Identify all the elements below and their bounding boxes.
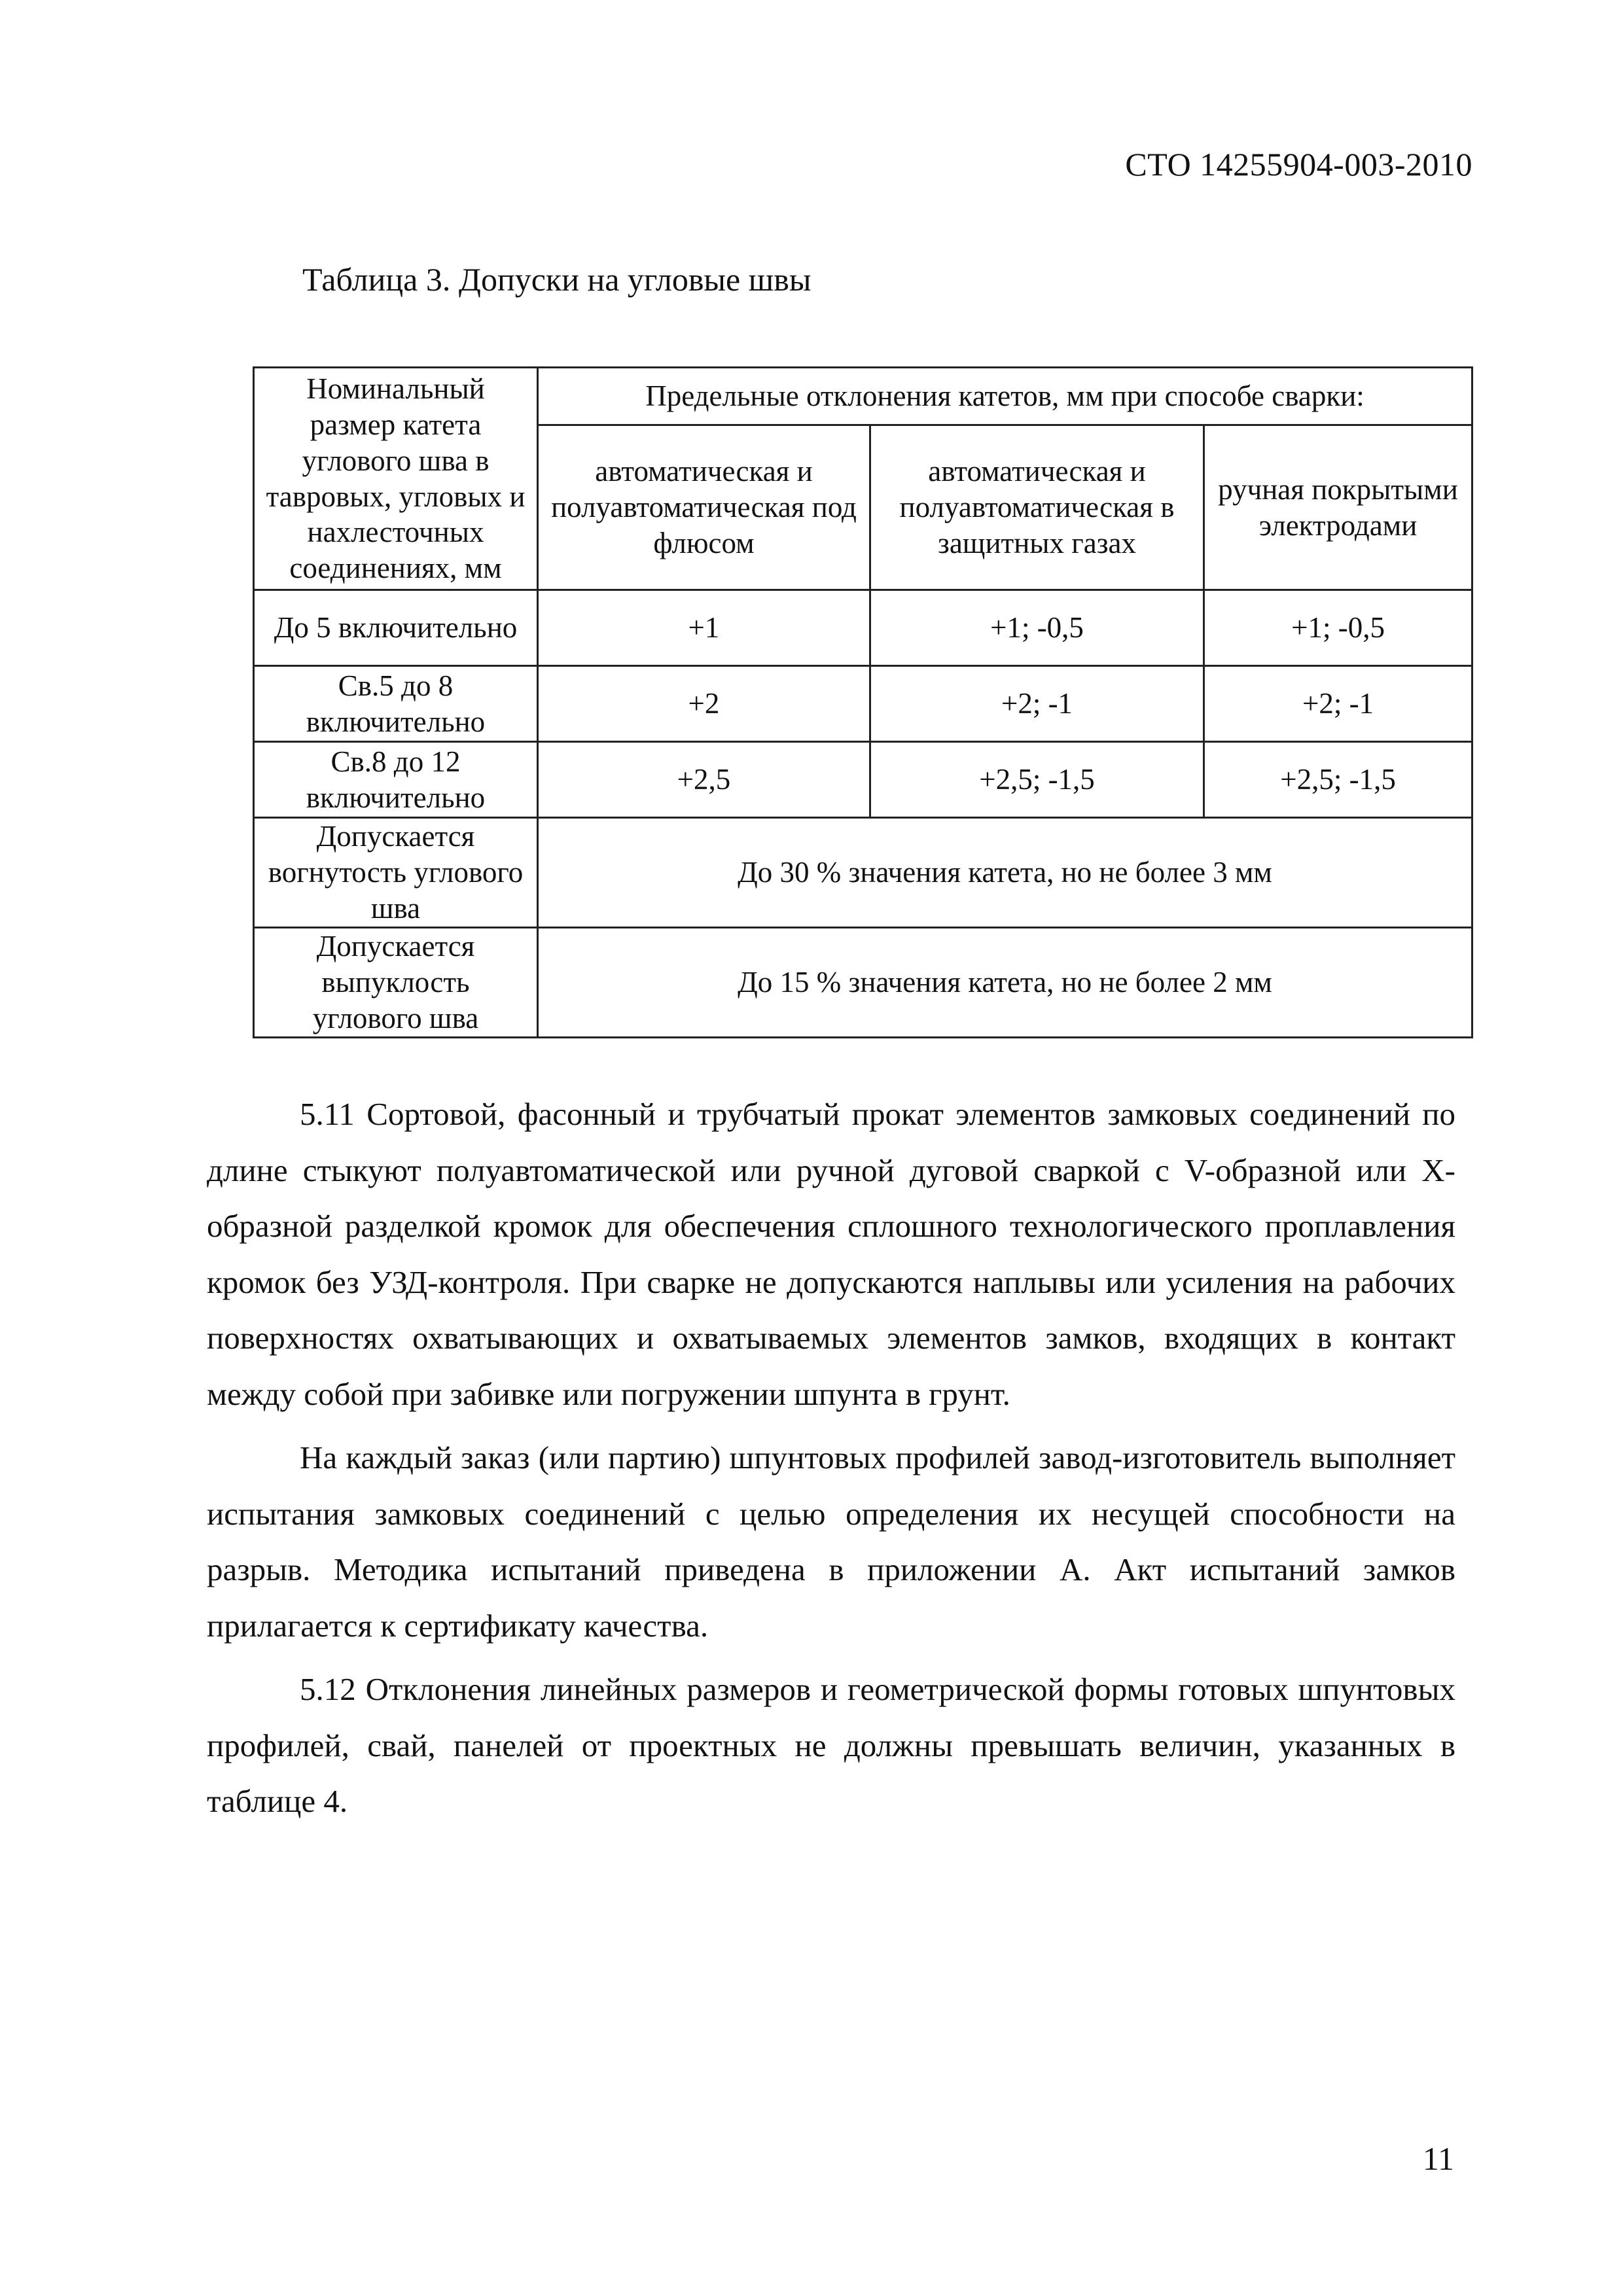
table-row — [254, 927, 1472, 1037]
table-row — [254, 818, 1472, 928]
header-deviation-group: Предельные отклонения катетов, мм при способе сварки: — [538, 368, 1472, 425]
paragraph-tests: На каждый заказ (или партию) шпунтовых профилей завод-изготовитель выполняет испытания замковых соединений с целью определения их несущей способности на разрыв. Методика испытаний приведена в приложении А. Акт испытаний замков прилагается к сертификату качества. — [207, 1439, 1455, 1644]
body-text — [207, 1086, 1455, 1837]
row-convexity-label: Допускается выпуклость углового шва — [254, 927, 538, 1037]
row-convexity-value: До 15 % значения катета, но не более 2 мм — [538, 927, 1472, 1037]
document-code: СТО 14255904-003-2010 — [1125, 146, 1472, 183]
subheader-automatic-flux: автоматическая и полуавтоматическая под флюсом — [538, 425, 870, 590]
table-cell: +2; -1 — [870, 666, 1204, 742]
table-cell: +2 — [538, 666, 870, 742]
table-cell: +2,5; -1,5 — [1204, 742, 1472, 818]
page-number: 11 — [1422, 2140, 1454, 2177]
table-row — [254, 742, 1472, 818]
table-row — [254, 666, 1472, 742]
table-cell: +2; -1 — [1204, 666, 1472, 742]
table-cell: +1; -0,5 — [870, 590, 1204, 666]
tolerance-table — [253, 366, 1473, 1038]
row-size-label: Св.5 до 8 включительно — [254, 666, 538, 742]
table-row — [254, 590, 1472, 666]
header-nominal-size: Номинальный размер катета углового шва в тавровых, угловых и нахлесточных соединениях, мм — [254, 368, 538, 590]
table-cell: +1; -0,5 — [1204, 590, 1472, 666]
subheader-automatic-gas: автоматическая и полуавтоматическая в защитных газах — [870, 425, 1204, 590]
row-size-label: До 5 включительно — [254, 590, 538, 666]
paragraph-5-12: 5.12 Отклонения линейных размеров и геометрической формы готовых шпунтовых профилей, свай, панелей от проектных не должны превышать величин, указанных в таблице 4. — [207, 1671, 1455, 1819]
table-cell: +1 — [538, 590, 870, 666]
table-cell: +2,5 — [538, 742, 870, 818]
row-size-label: Св.8 до 12 включительно — [254, 742, 538, 818]
row-concavity-label: Допускается вогнутость углового шва — [254, 818, 538, 928]
table-caption: Таблица 3. Допуски на угловые швы — [302, 261, 812, 298]
table-cell: +2,5; -1,5 — [870, 742, 1204, 818]
subheader-manual-electrodes: ручная покрытыми электродами — [1204, 425, 1472, 590]
row-concavity-value: До 30 % значения катета, но не более 3 мм — [538, 818, 1472, 928]
paragraph-5-11: 5.11 Сортовой, фасонный и трубчатый прокат элементов замковых соединений по длине стыкуют полуавтоматической или ручной дуговой сваркой с V-образной или X-образной разделкой кромок для обеспечения сплошного технологического проплавления кромок без УЗД-контроля. При сварке не допускаются наплывы или усиления на рабочих поверхностях охватывающих и охватываемых элементов замков, входящих в контакт между собой при забивке или погружении шпунта в грунт. — [207, 1096, 1455, 1412]
table-header-row — [254, 368, 1472, 425]
